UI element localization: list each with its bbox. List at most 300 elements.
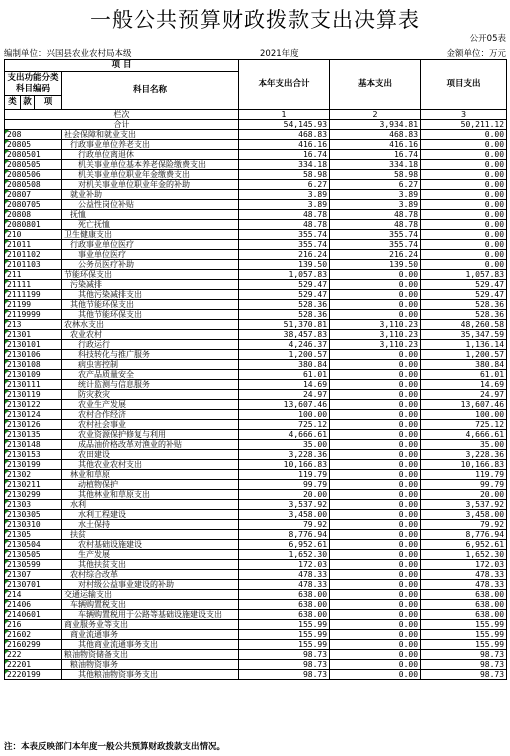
amount-proj: 155.99 <box>421 630 507 640</box>
function-code-text: 2080508 <box>7 180 41 189</box>
subject-name: 卫生健康支出 <box>62 230 239 240</box>
function-code <box>5 300 62 310</box>
subject-name: 农村基础设施建设 <box>62 540 239 550</box>
function-code-text: 2130310 <box>7 520 41 529</box>
function-code-text: 2140601 <box>7 610 41 619</box>
function-code <box>5 540 62 550</box>
table-row <box>5 170 507 180</box>
function-code-text: 2130148 <box>7 440 41 449</box>
amount-total: 478.33 <box>239 580 330 590</box>
amount-total: 3.89 <box>239 190 330 200</box>
function-code <box>5 180 62 190</box>
cell-marker-icon <box>5 410 9 414</box>
function-code <box>5 320 62 330</box>
cell-marker-icon <box>5 600 9 604</box>
amount-total: 48.78 <box>239 220 330 230</box>
cell-marker-icon <box>5 460 9 464</box>
amount-proj: 0.00 <box>421 150 507 160</box>
amount-proj: 98.73 <box>421 650 507 660</box>
table-row <box>5 590 507 600</box>
function-code <box>5 420 62 430</box>
amount-basic: 0.00 <box>330 520 421 530</box>
function-code <box>5 470 62 480</box>
amount-basic: 0.00 <box>330 430 421 440</box>
amount-proj: 0.00 <box>421 180 507 190</box>
amount-basic: 0.00 <box>330 480 421 490</box>
amount-proj: 119.79 <box>421 470 507 480</box>
amount-proj: 638.00 <box>421 610 507 620</box>
function-code-text: 21406 <box>7 600 32 609</box>
amount-proj: 0.00 <box>421 230 507 240</box>
table-row <box>5 210 507 220</box>
amount-proj: 10,166.83 <box>421 460 507 470</box>
amount-total: 98.73 <box>239 670 330 680</box>
table-row <box>5 310 507 320</box>
amount-basic: 48.78 <box>330 220 421 230</box>
total-basic: 3,934.81 <box>330 120 421 130</box>
amount-proj: 14.69 <box>421 380 507 390</box>
subject-name: 粮油物资储备支出 <box>62 650 239 660</box>
table-row <box>5 300 507 310</box>
cell-marker-icon <box>5 340 9 344</box>
amount-proj: 3,458.00 <box>421 510 507 520</box>
table-row <box>5 280 507 290</box>
function-code-text: 216 <box>7 620 22 629</box>
amount-total: 638.00 <box>239 610 330 620</box>
function-code-text: 21602 <box>7 630 32 639</box>
subject-name: 对机关事业单位职业年金的补助 <box>62 180 239 190</box>
table-row <box>5 260 507 270</box>
amount-total: 3.89 <box>239 200 330 210</box>
function-code <box>5 640 62 650</box>
amount-total: 155.99 <box>239 620 330 630</box>
basic-header: 基本支出 <box>330 60 421 110</box>
cell-marker-icon <box>5 160 9 164</box>
function-code-text: 2101102 <box>7 250 41 259</box>
table-row <box>5 630 507 640</box>
subject-name: 商业流通事务 <box>62 630 239 640</box>
subject-name: 水土保持 <box>62 520 239 530</box>
function-code-text: 2130124 <box>7 410 41 419</box>
table-row <box>5 140 507 150</box>
total-header: 本年支出合计 <box>239 60 330 110</box>
subject-name-header: 科目名称 <box>62 72 239 110</box>
table-row <box>5 610 507 620</box>
subject-name: 动植物保护 <box>62 480 239 490</box>
amount-proj: 3,537.92 <box>421 500 507 510</box>
subject-name: 行政单位离退休 <box>62 150 239 160</box>
amount-total: 4,246.37 <box>239 340 330 350</box>
subject-name: 交通运输支出 <box>62 590 239 600</box>
function-code-text: 2080501 <box>7 150 41 159</box>
amount-total: 334.18 <box>239 160 330 170</box>
function-code <box>5 550 62 560</box>
function-code <box>5 350 62 360</box>
cell-marker-icon <box>5 150 9 154</box>
amount-total: 16.74 <box>239 150 330 160</box>
function-code <box>5 620 62 630</box>
amount-proj: 0.00 <box>421 220 507 230</box>
subject-name: 其他节能环保支出 <box>62 310 239 320</box>
cell-marker-icon <box>5 650 9 654</box>
amount-total: 98.73 <box>239 650 330 660</box>
table-row <box>5 510 507 520</box>
cell-marker-icon <box>5 480 9 484</box>
subject-name: 病虫害控制 <box>62 360 239 370</box>
cell-marker-icon <box>5 490 9 494</box>
subject-name: 其他农业农村支出 <box>62 460 239 470</box>
subject-name: 农村社会事业 <box>62 420 239 430</box>
cell-marker-icon <box>5 610 9 614</box>
function-code-text: 2130122 <box>7 400 41 409</box>
table-row <box>5 290 507 300</box>
amount-basic: 58.98 <box>330 170 421 180</box>
amount-basic: 0.00 <box>330 590 421 600</box>
amount-total: 638.00 <box>239 590 330 600</box>
amount-total: 48.78 <box>239 210 330 220</box>
amount-proj: 0.00 <box>421 210 507 220</box>
function-code-text: 2130109 <box>7 370 41 379</box>
cell-marker-icon <box>5 560 9 564</box>
table-row <box>5 500 507 510</box>
table-row <box>5 410 507 420</box>
amount-proj: 638.00 <box>421 600 507 610</box>
table-row <box>5 160 507 170</box>
cell-marker-icon <box>5 220 9 224</box>
page-title: 一般公共预算财政拨款支出决算表 <box>90 8 420 32</box>
function-code-text: 21303 <box>7 500 32 509</box>
function-code-text: 20808 <box>7 210 32 219</box>
function-code <box>5 500 62 510</box>
amount-proj: 20.00 <box>421 490 507 500</box>
function-code <box>5 380 62 390</box>
index-label: 栏次 <box>5 110 239 120</box>
table-row <box>5 180 507 190</box>
amount-total: 38,457.83 <box>239 330 330 340</box>
amount-proj: 6,952.61 <box>421 540 507 550</box>
amount-basic: 0.00 <box>330 600 421 610</box>
project-header: 项 目 <box>5 60 239 72</box>
amount-proj: 529.47 <box>421 280 507 290</box>
function-code <box>5 400 62 410</box>
function-code-text: 21305 <box>7 530 32 539</box>
subject-name: 公益性岗位补贴 <box>62 200 239 210</box>
function-code <box>5 280 62 290</box>
function-code-text: 2080506 <box>7 170 41 179</box>
subject-name: 公务员医疗补助 <box>62 260 239 270</box>
amount-basic: 0.00 <box>330 390 421 400</box>
cell-marker-icon <box>5 260 9 264</box>
form-code: 公开05表 <box>469 34 506 44</box>
table-row <box>5 600 507 610</box>
function-code-text: 2080801 <box>7 220 41 229</box>
amount-basic: 0.00 <box>330 650 421 660</box>
subject-name: 农田建设 <box>62 450 239 460</box>
cell-marker-icon <box>5 250 9 254</box>
amount-basic: 0.00 <box>330 350 421 360</box>
cell-marker-icon <box>5 200 9 204</box>
amount-basic: 0.00 <box>330 640 421 650</box>
function-code-text: 20805 <box>7 140 32 149</box>
table-row <box>5 150 507 160</box>
table-row <box>5 230 507 240</box>
amount-basic: 48.78 <box>330 210 421 220</box>
amount-proj: 4,666.61 <box>421 430 507 440</box>
cell-marker-icon <box>5 430 9 434</box>
amount-total: 14.69 <box>239 380 330 390</box>
subject-name: 农林水支出 <box>62 320 239 330</box>
amount-basic: 0.00 <box>330 440 421 450</box>
amount-basic: 3,110.23 <box>330 340 421 350</box>
function-code-text: 2111199 <box>7 290 41 299</box>
amount-total: 416.16 <box>239 140 330 150</box>
amount-basic: 0.00 <box>330 610 421 620</box>
function-code <box>5 600 62 610</box>
subject-name: 生产发展 <box>62 550 239 560</box>
cell-marker-icon <box>5 400 9 404</box>
amount-proj: 0.00 <box>421 240 507 250</box>
amount-basic: 0.00 <box>330 420 421 430</box>
cell-marker-icon <box>5 330 9 334</box>
subject-name: 车辆购置税支出 <box>62 600 239 610</box>
function-code <box>5 140 62 150</box>
amount-basic: 0.00 <box>330 530 421 540</box>
subject-name: 农业生产发展 <box>62 400 239 410</box>
function-code-text: 2130101 <box>7 340 41 349</box>
amount-total: 20.00 <box>239 490 330 500</box>
amount-total: 529.47 <box>239 290 330 300</box>
amount-proj: 725.12 <box>421 420 507 430</box>
amount-total: 1,057.83 <box>239 270 330 280</box>
amount-basic: 334.18 <box>330 160 421 170</box>
amount-unit: 金额单位：万元 <box>446 49 506 59</box>
amount-proj: 13,607.46 <box>421 400 507 410</box>
function-code-text: 2130199 <box>7 460 41 469</box>
cell-marker-icon <box>5 350 9 354</box>
table-row <box>5 240 507 250</box>
cell-marker-icon <box>5 570 9 574</box>
amount-proj: 172.03 <box>421 560 507 570</box>
cell-marker-icon <box>5 590 9 594</box>
subject-name: 林业和草原 <box>62 470 239 480</box>
table-row <box>5 580 507 590</box>
index-c3: 3 <box>421 110 507 120</box>
function-code <box>5 260 62 270</box>
function-code <box>5 410 62 420</box>
cell-marker-icon <box>5 520 9 524</box>
table-row <box>5 490 507 500</box>
amount-proj: 35.00 <box>421 440 507 450</box>
table-row <box>5 530 507 540</box>
function-code <box>5 610 62 620</box>
cell-marker-icon <box>5 370 9 374</box>
amount-total: 172.03 <box>239 560 330 570</box>
amount-total: 6,952.61 <box>239 540 330 550</box>
amount-basic: 3.89 <box>330 190 421 200</box>
cell-marker-icon <box>5 360 9 364</box>
subject-name: 农产品质量安全 <box>62 370 239 380</box>
function-code <box>5 450 62 460</box>
function-code <box>5 200 62 210</box>
amount-proj: 528.36 <box>421 300 507 310</box>
cell-marker-icon <box>5 550 9 554</box>
function-code-text: 208 <box>7 130 22 139</box>
amount-total: 638.00 <box>239 600 330 610</box>
function-code-text: 20807 <box>7 190 32 199</box>
subject-name: 行政事业单位养老支出 <box>62 140 239 150</box>
function-code <box>5 460 62 470</box>
function-code-text: 21301 <box>7 330 32 339</box>
cell-marker-icon <box>5 240 9 244</box>
amount-proj: 1,136.14 <box>421 340 507 350</box>
amount-total: 380.84 <box>239 360 330 370</box>
function-code <box>5 530 62 540</box>
amount-basic: 0.00 <box>330 460 421 470</box>
table-row <box>5 670 507 680</box>
subject-name: 行政事业单位医疗 <box>62 240 239 250</box>
amount-total: 1,200.57 <box>239 350 330 360</box>
table-row <box>5 130 507 140</box>
function-code <box>5 240 62 250</box>
function-code <box>5 580 62 590</box>
amount-basic: 0.00 <box>330 510 421 520</box>
function-code-text: 210 <box>7 230 22 239</box>
amount-basic: 3,110.23 <box>330 320 421 330</box>
cell-marker-icon <box>5 670 9 674</box>
subject-name: 死亡抚恤 <box>62 220 239 230</box>
function-code <box>5 660 62 670</box>
amount-total: 58.98 <box>239 170 330 180</box>
table-row <box>5 320 507 330</box>
function-code-text: 2101103 <box>7 260 41 269</box>
amount-total: 100.00 <box>239 410 330 420</box>
subject-name: 节能环保支出 <box>62 270 239 280</box>
subject-name: 车辆购置税用于公路等基础设施建设支出 <box>62 610 239 620</box>
cell-marker-icon <box>5 540 9 544</box>
function-code-text: 2160299 <box>7 640 41 649</box>
function-code-text: 2130504 <box>7 540 41 549</box>
function-code <box>5 250 62 260</box>
amount-basic: 0.00 <box>330 450 421 460</box>
function-code <box>5 670 62 680</box>
subject-name: 水利工程建设 <box>62 510 239 520</box>
function-code <box>5 220 62 230</box>
table-row <box>5 570 507 580</box>
amount-proj: 380.84 <box>421 360 507 370</box>
amount-basic: 0.00 <box>330 270 421 280</box>
cell-marker-icon <box>5 170 9 174</box>
amount-total: 79.92 <box>239 520 330 530</box>
amount-total: 529.47 <box>239 280 330 290</box>
amount-proj: 0.00 <box>421 160 507 170</box>
subject-name: 农村综合改革 <box>62 570 239 580</box>
table-row <box>5 460 507 470</box>
table-row <box>5 660 507 670</box>
table-row <box>5 420 507 430</box>
function-code <box>5 130 62 140</box>
cell-marker-icon <box>5 290 9 294</box>
amount-total: 13,607.46 <box>239 400 330 410</box>
function-code-text: 2130211 <box>7 480 41 489</box>
function-code-text: 2130701 <box>7 580 41 589</box>
total-label: 合计 <box>5 120 239 130</box>
amount-basic: 6.27 <box>330 180 421 190</box>
function-code <box>5 480 62 490</box>
subject-name: 其他商业流通事务支出 <box>62 640 239 650</box>
amount-basic: 139.50 <box>330 260 421 270</box>
amount-total: 478.33 <box>239 570 330 580</box>
lei-header: 类 <box>5 96 21 110</box>
cell-marker-icon <box>5 130 9 134</box>
cell-marker-icon <box>5 630 9 634</box>
amount-basic: 0.00 <box>330 360 421 370</box>
function-code-text: 2130305 <box>7 510 41 519</box>
function-code-text: 2130111 <box>7 380 41 389</box>
amount-total: 155.99 <box>239 630 330 640</box>
table-row <box>5 480 507 490</box>
amount-proj: 0.00 <box>421 200 507 210</box>
cell-marker-icon <box>5 180 9 184</box>
amount-proj: 478.33 <box>421 580 507 590</box>
function-code-text: 211 <box>7 270 22 279</box>
table-row <box>5 380 507 390</box>
subject-name: 机关事业单位职业年金缴费支出 <box>62 170 239 180</box>
amount-total: 98.73 <box>239 660 330 670</box>
table-row <box>5 330 507 340</box>
function-code-text: 2130108 <box>7 360 41 369</box>
table-row <box>5 560 507 570</box>
amount-basic: 355.74 <box>330 230 421 240</box>
amount-total: 10,166.83 <box>239 460 330 470</box>
amount-total: 4,666.61 <box>239 430 330 440</box>
amount-proj: 3,228.36 <box>421 450 507 460</box>
table-row <box>5 370 507 380</box>
total-sum: 54,145.93 <box>239 120 330 130</box>
cell-marker-icon <box>5 270 9 274</box>
table-row <box>5 550 507 560</box>
cell-marker-icon <box>5 660 9 664</box>
subject-name: 污染减排 <box>62 280 239 290</box>
cell-marker-icon <box>5 510 9 514</box>
cell-marker-icon <box>5 380 9 384</box>
function-code-text: 21111 <box>7 280 32 289</box>
subject-name: 农业资源保护修复与利用 <box>62 430 239 440</box>
subject-name: 商业服务业等支出 <box>62 620 239 630</box>
function-code <box>5 310 62 320</box>
table-row <box>5 430 507 440</box>
cell-marker-icon <box>5 450 9 454</box>
amount-basic: 216.24 <box>330 250 421 260</box>
amount-total: 51,370.81 <box>239 320 330 330</box>
function-code <box>5 490 62 500</box>
function-code <box>5 560 62 570</box>
amount-total: 8,776.94 <box>239 530 330 540</box>
index-row <box>5 110 507 120</box>
function-code-text: 2130119 <box>7 390 41 399</box>
amount-proj: 98.73 <box>421 660 507 670</box>
subject-name: 其他节能环保支出 <box>62 300 239 310</box>
amount-basic: 0.00 <box>330 540 421 550</box>
amount-proj: 100.00 <box>421 410 507 420</box>
amount-total: 216.24 <box>239 250 330 260</box>
amount-proj: 528.36 <box>421 310 507 320</box>
amount-basic: 0.00 <box>330 310 421 320</box>
function-code <box>5 340 62 350</box>
expenditure-table <box>4 59 507 680</box>
function-code <box>5 170 62 180</box>
table-row <box>5 200 507 210</box>
amount-basic: 0.00 <box>330 570 421 580</box>
